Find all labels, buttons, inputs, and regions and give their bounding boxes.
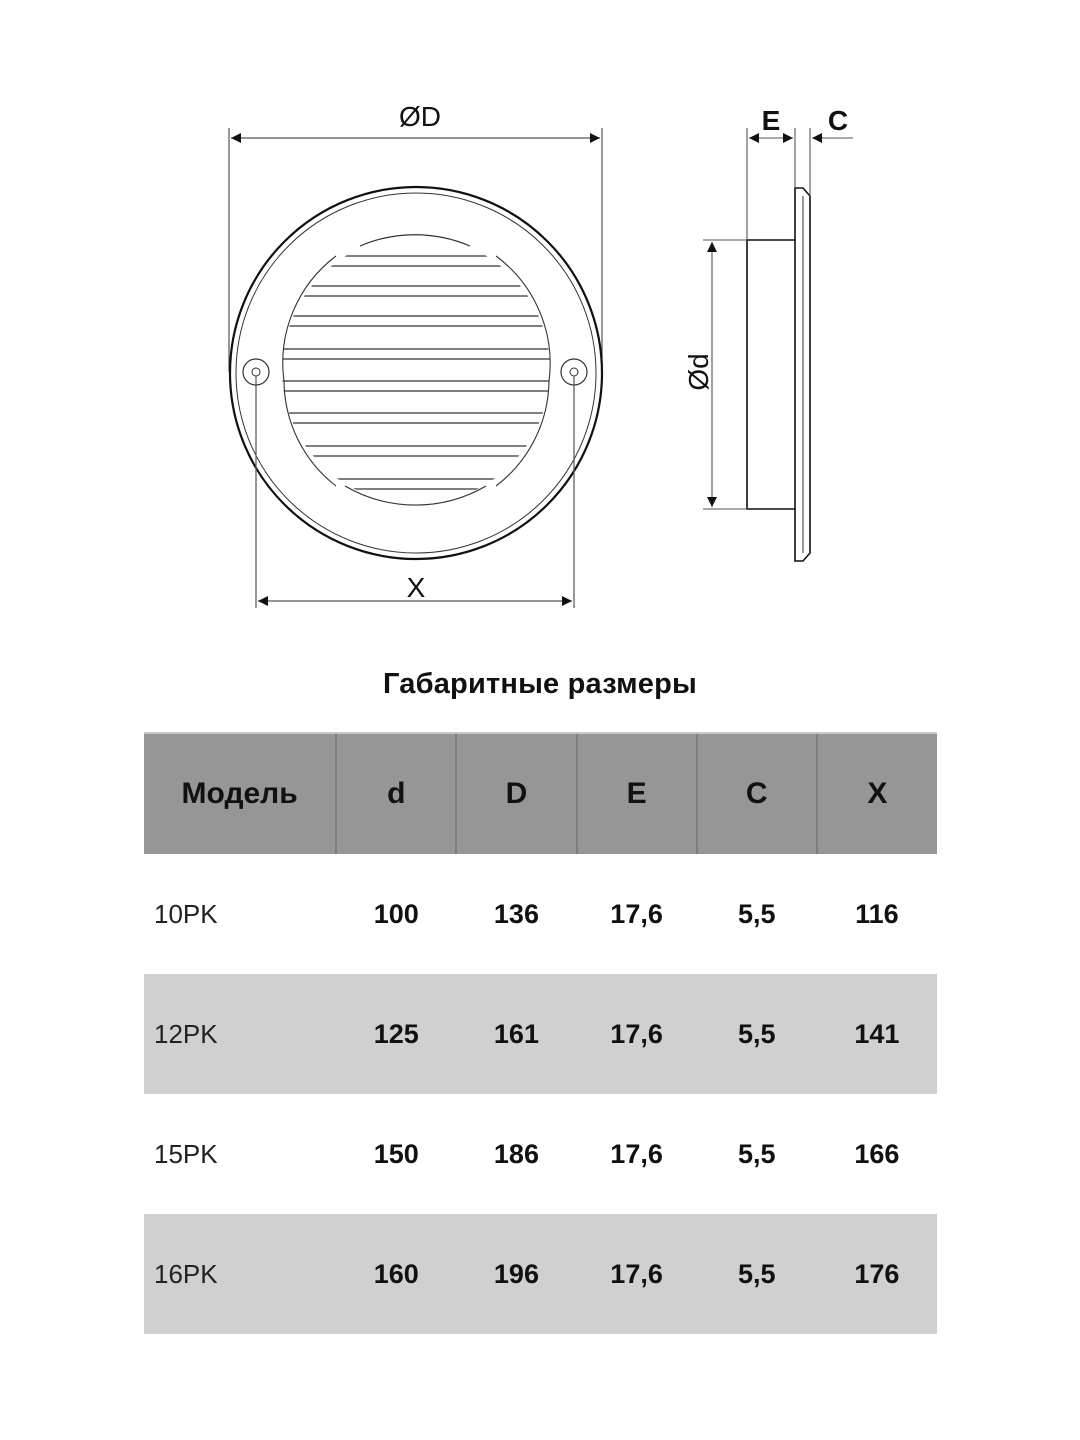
header-E: E xyxy=(577,733,697,854)
table-row xyxy=(144,1214,937,1334)
dim-X-label: X xyxy=(406,572,426,603)
dimensions-table xyxy=(144,732,937,1334)
table-row xyxy=(144,974,937,1094)
cell-E: 17,6 xyxy=(577,974,697,1094)
cell-d: 160 xyxy=(336,1214,456,1334)
cell-C: 5,5 xyxy=(737,1138,776,1169)
header-C: C xyxy=(697,733,817,854)
dim-D-label: ØD xyxy=(399,101,441,132)
cell-C: 5,5 xyxy=(737,898,776,929)
header-D: D xyxy=(456,733,576,854)
cell-C: 5,5 xyxy=(697,1214,817,1334)
cell-X: 141 xyxy=(817,974,937,1094)
cell-d: 150 xyxy=(373,1138,419,1169)
cell-D: 196 xyxy=(456,1214,576,1334)
cell-D: 136 xyxy=(493,898,539,929)
dim-d-label: Ød xyxy=(683,353,714,391)
cell-model: 15PK xyxy=(154,1138,218,1169)
cell-model: 12PK xyxy=(144,974,336,1094)
table-header-row xyxy=(144,733,937,854)
cell-D: 161 xyxy=(456,974,576,1094)
cell-E: 17,6 xyxy=(610,1138,663,1169)
cell-d: 100 xyxy=(373,898,419,929)
cell-X: 176 xyxy=(817,1214,937,1334)
cell-E: 17,6 xyxy=(610,898,663,929)
header-d: d xyxy=(336,733,456,854)
table-row xyxy=(144,854,937,974)
cell-C: 5,5 xyxy=(697,974,817,1094)
cell-E: 17,6 xyxy=(577,1214,697,1334)
cell-X: 116 xyxy=(855,898,899,929)
dim-E-label: E xyxy=(761,105,781,136)
side-view xyxy=(683,105,853,561)
front-view xyxy=(229,101,602,608)
header-model: Модель xyxy=(144,733,336,854)
cell-model: 10PK xyxy=(154,898,218,929)
table-row xyxy=(144,1094,937,1214)
header-X: X xyxy=(817,733,937,854)
technical-drawing xyxy=(0,0,1080,640)
cell-d: 125 xyxy=(336,974,456,1094)
section-title: Габаритные размеры xyxy=(383,668,697,700)
dim-C-label: C xyxy=(827,105,849,136)
cell-X: 166 xyxy=(854,1138,900,1169)
cell-model: 16PK xyxy=(144,1214,336,1334)
cell-D: 186 xyxy=(493,1138,539,1169)
